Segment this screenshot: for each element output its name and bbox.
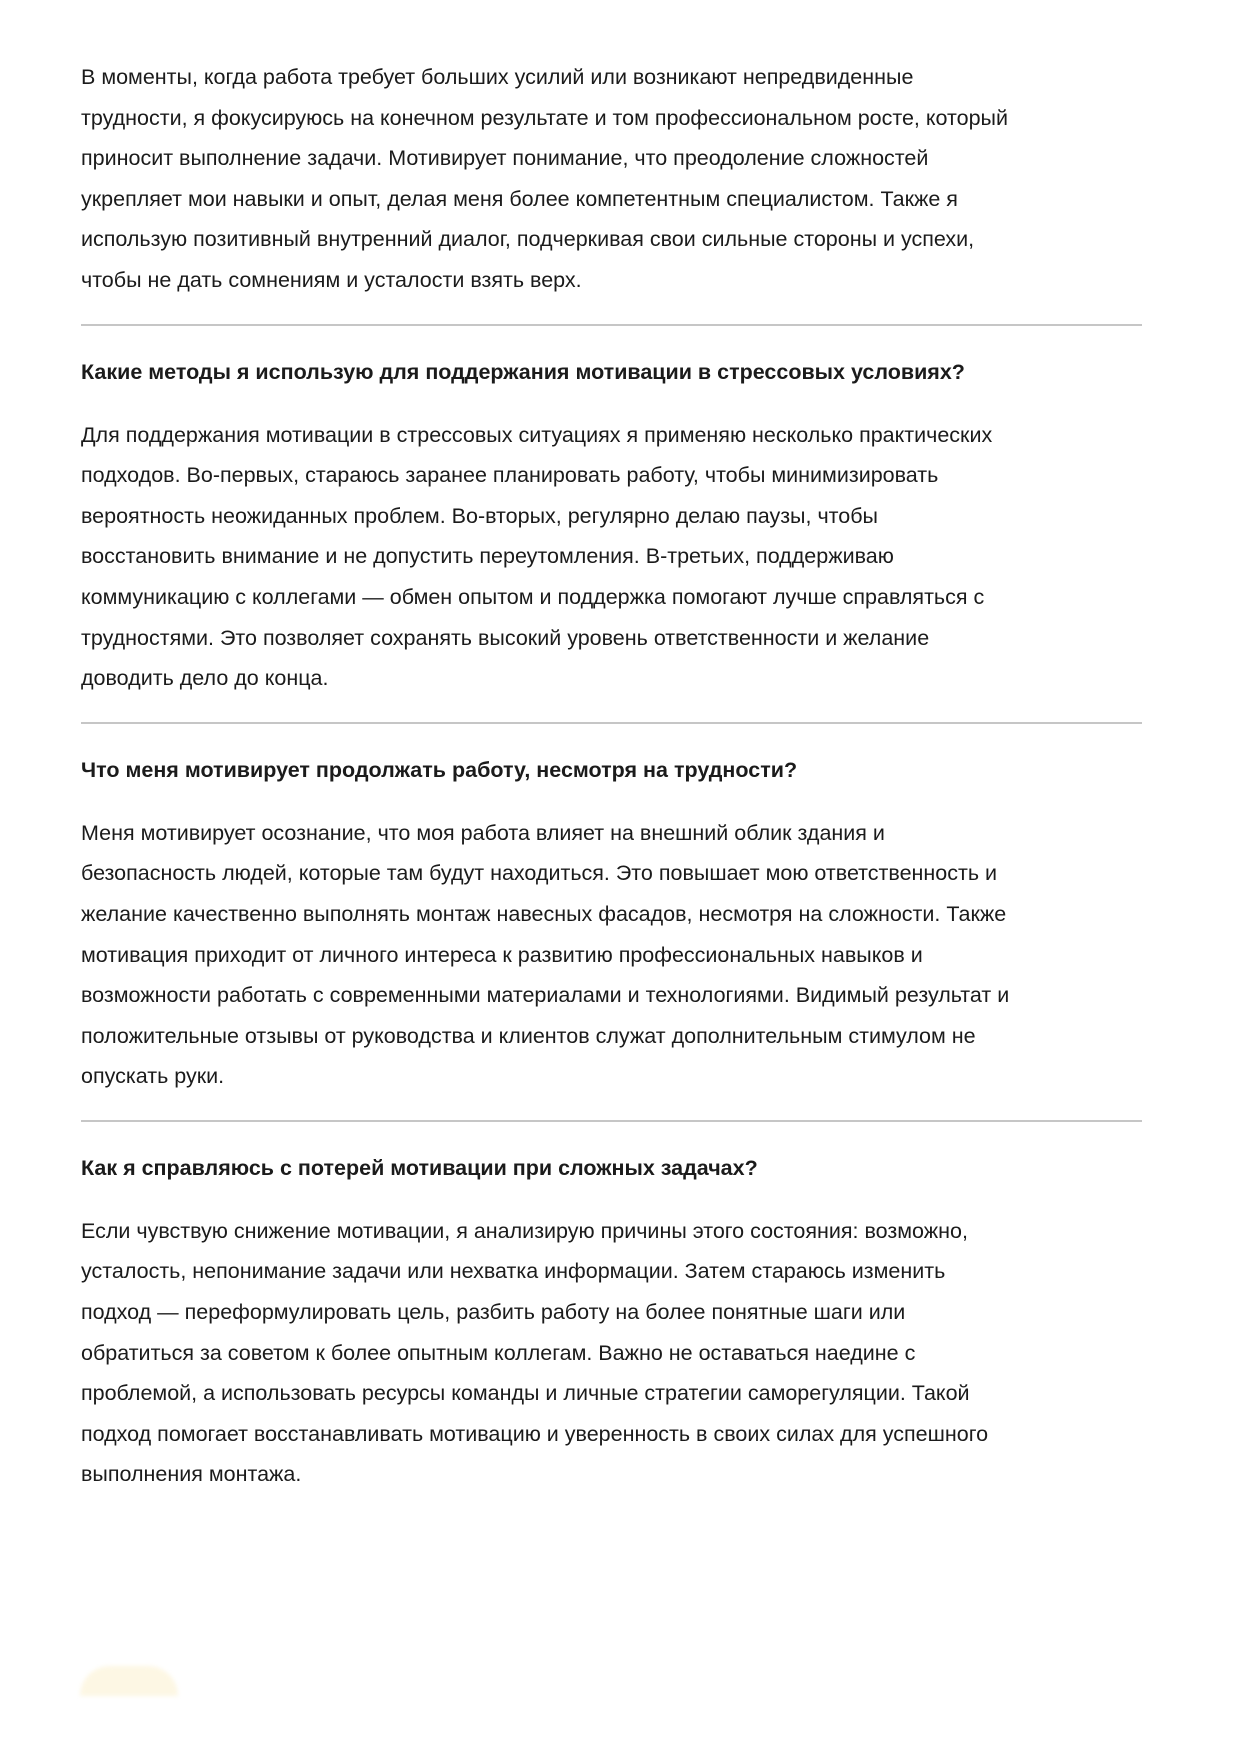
paragraph-line: доводить дело до конца.	[81, 666, 329, 691]
paragraph-line: подход помогает восстанавливать мотивацию и уверенность в своих силах для успешного	[81, 1421, 989, 1446]
paragraph-line: восстановить внимание и не допустить переутомления. В-третьих, поддерживаю	[81, 544, 894, 569]
paragraph-line: проблемой, а использовать ресурсы команды и личные стратегии саморегуляции. Такой	[81, 1381, 970, 1406]
paragraph-line: Если чувствую снижение мотивации, я анализирую причины этого состояния: возможно,	[81, 1218, 968, 1243]
paragraph-line: трудностями. Это позволяет сохранять высокий уровень ответственности и желание	[81, 625, 930, 650]
paragraph-line: приносит выполнение задачи. Мотивирует понимание, что преодоление сложностей	[81, 146, 929, 171]
paragraph-line: положительные отзывы от руководства и клиентов служат дополнительным стимулом не	[81, 1023, 976, 1048]
section-paragraph	[81, 813, 1142, 1097]
section-paragraph	[81, 57, 1142, 301]
paragraph-line: подход — переформулировать цель, разбить работу на более понятные шаги или	[81, 1300, 906, 1325]
partial-decoration-shape	[80, 1666, 178, 1696]
section-heading: Как я справляюсь с потерей мотивации при сложных задачах?	[81, 1155, 758, 1180]
section-divider	[81, 1120, 1142, 1122]
section-paragraph	[81, 415, 1142, 699]
paragraph-line: вероятность неожиданных проблем. Во-вторых, регулярно делаю паузы, чтобы	[81, 503, 878, 528]
section-divider	[81, 722, 1142, 724]
paragraph-line: коммуникацию с коллегами — обмен опытом и поддержка помогают лучше справляться с	[81, 584, 985, 609]
paragraph-line: Для поддержания мотивации в стрессовых ситуациях я применяю несколько практических	[81, 422, 993, 447]
paragraph-line: чтобы не дать сомнениям и усталости взять верх.	[81, 267, 582, 292]
paragraph-line: Меня мотивирует осознание, что моя работа влияет на внешний облик здания и	[81, 820, 885, 845]
document-body	[81, 57, 1142, 1495]
paragraph-line: безопасность людей, которые там будут находиться. Это повышает мою ответственность и	[81, 861, 998, 886]
paragraph-line: укрепляет мои навыки и опыт, делая меня более компетентным специалистом. Также я	[81, 186, 958, 211]
paragraph-line: трудности, я фокусируюсь на конечном результате и том профессиональном росте, который	[81, 105, 1008, 130]
paragraph-line: возможности работать с современными материалами и технологиями. Видимый результат и	[81, 983, 1010, 1008]
paragraph-line: опускать руки.	[81, 1064, 225, 1089]
paragraph-line: обратиться за советом к более опытным коллегам. Важно не оставаться наедине с	[81, 1340, 916, 1365]
section-divider	[81, 324, 1142, 326]
paragraph-line: мотивация приходит от личного интереса к развитию профессиональных навыков и	[81, 942, 923, 967]
section-heading: Какие методы я использую для поддержания мотивации в стрессовых условиях?	[81, 359, 965, 384]
paragraph-line: подходов. Во-первых, стараюсь заранее планировать работу, чтобы минимизировать	[81, 463, 939, 488]
paragraph-line: выполнения монтажа.	[81, 1462, 302, 1487]
section-paragraph	[81, 1211, 1142, 1495]
paragraph-line: использую позитивный внутренний диалог, подчеркивая свои сильные стороны и успехи,	[81, 227, 975, 252]
paragraph-line: усталость, непонимание задачи или нехватка информации. Затем стараюсь изменить	[81, 1259, 946, 1284]
paragraph-line: В моменты, когда работа требует больших усилий или возникают непредвиденные	[81, 65, 914, 89]
section-heading: Что меня мотивирует продолжать работу, несмотря на трудности?	[81, 757, 798, 782]
paragraph-line: желание качественно выполнять монтаж навесных фасадов, несмотря на сложности. Также	[81, 901, 1007, 926]
